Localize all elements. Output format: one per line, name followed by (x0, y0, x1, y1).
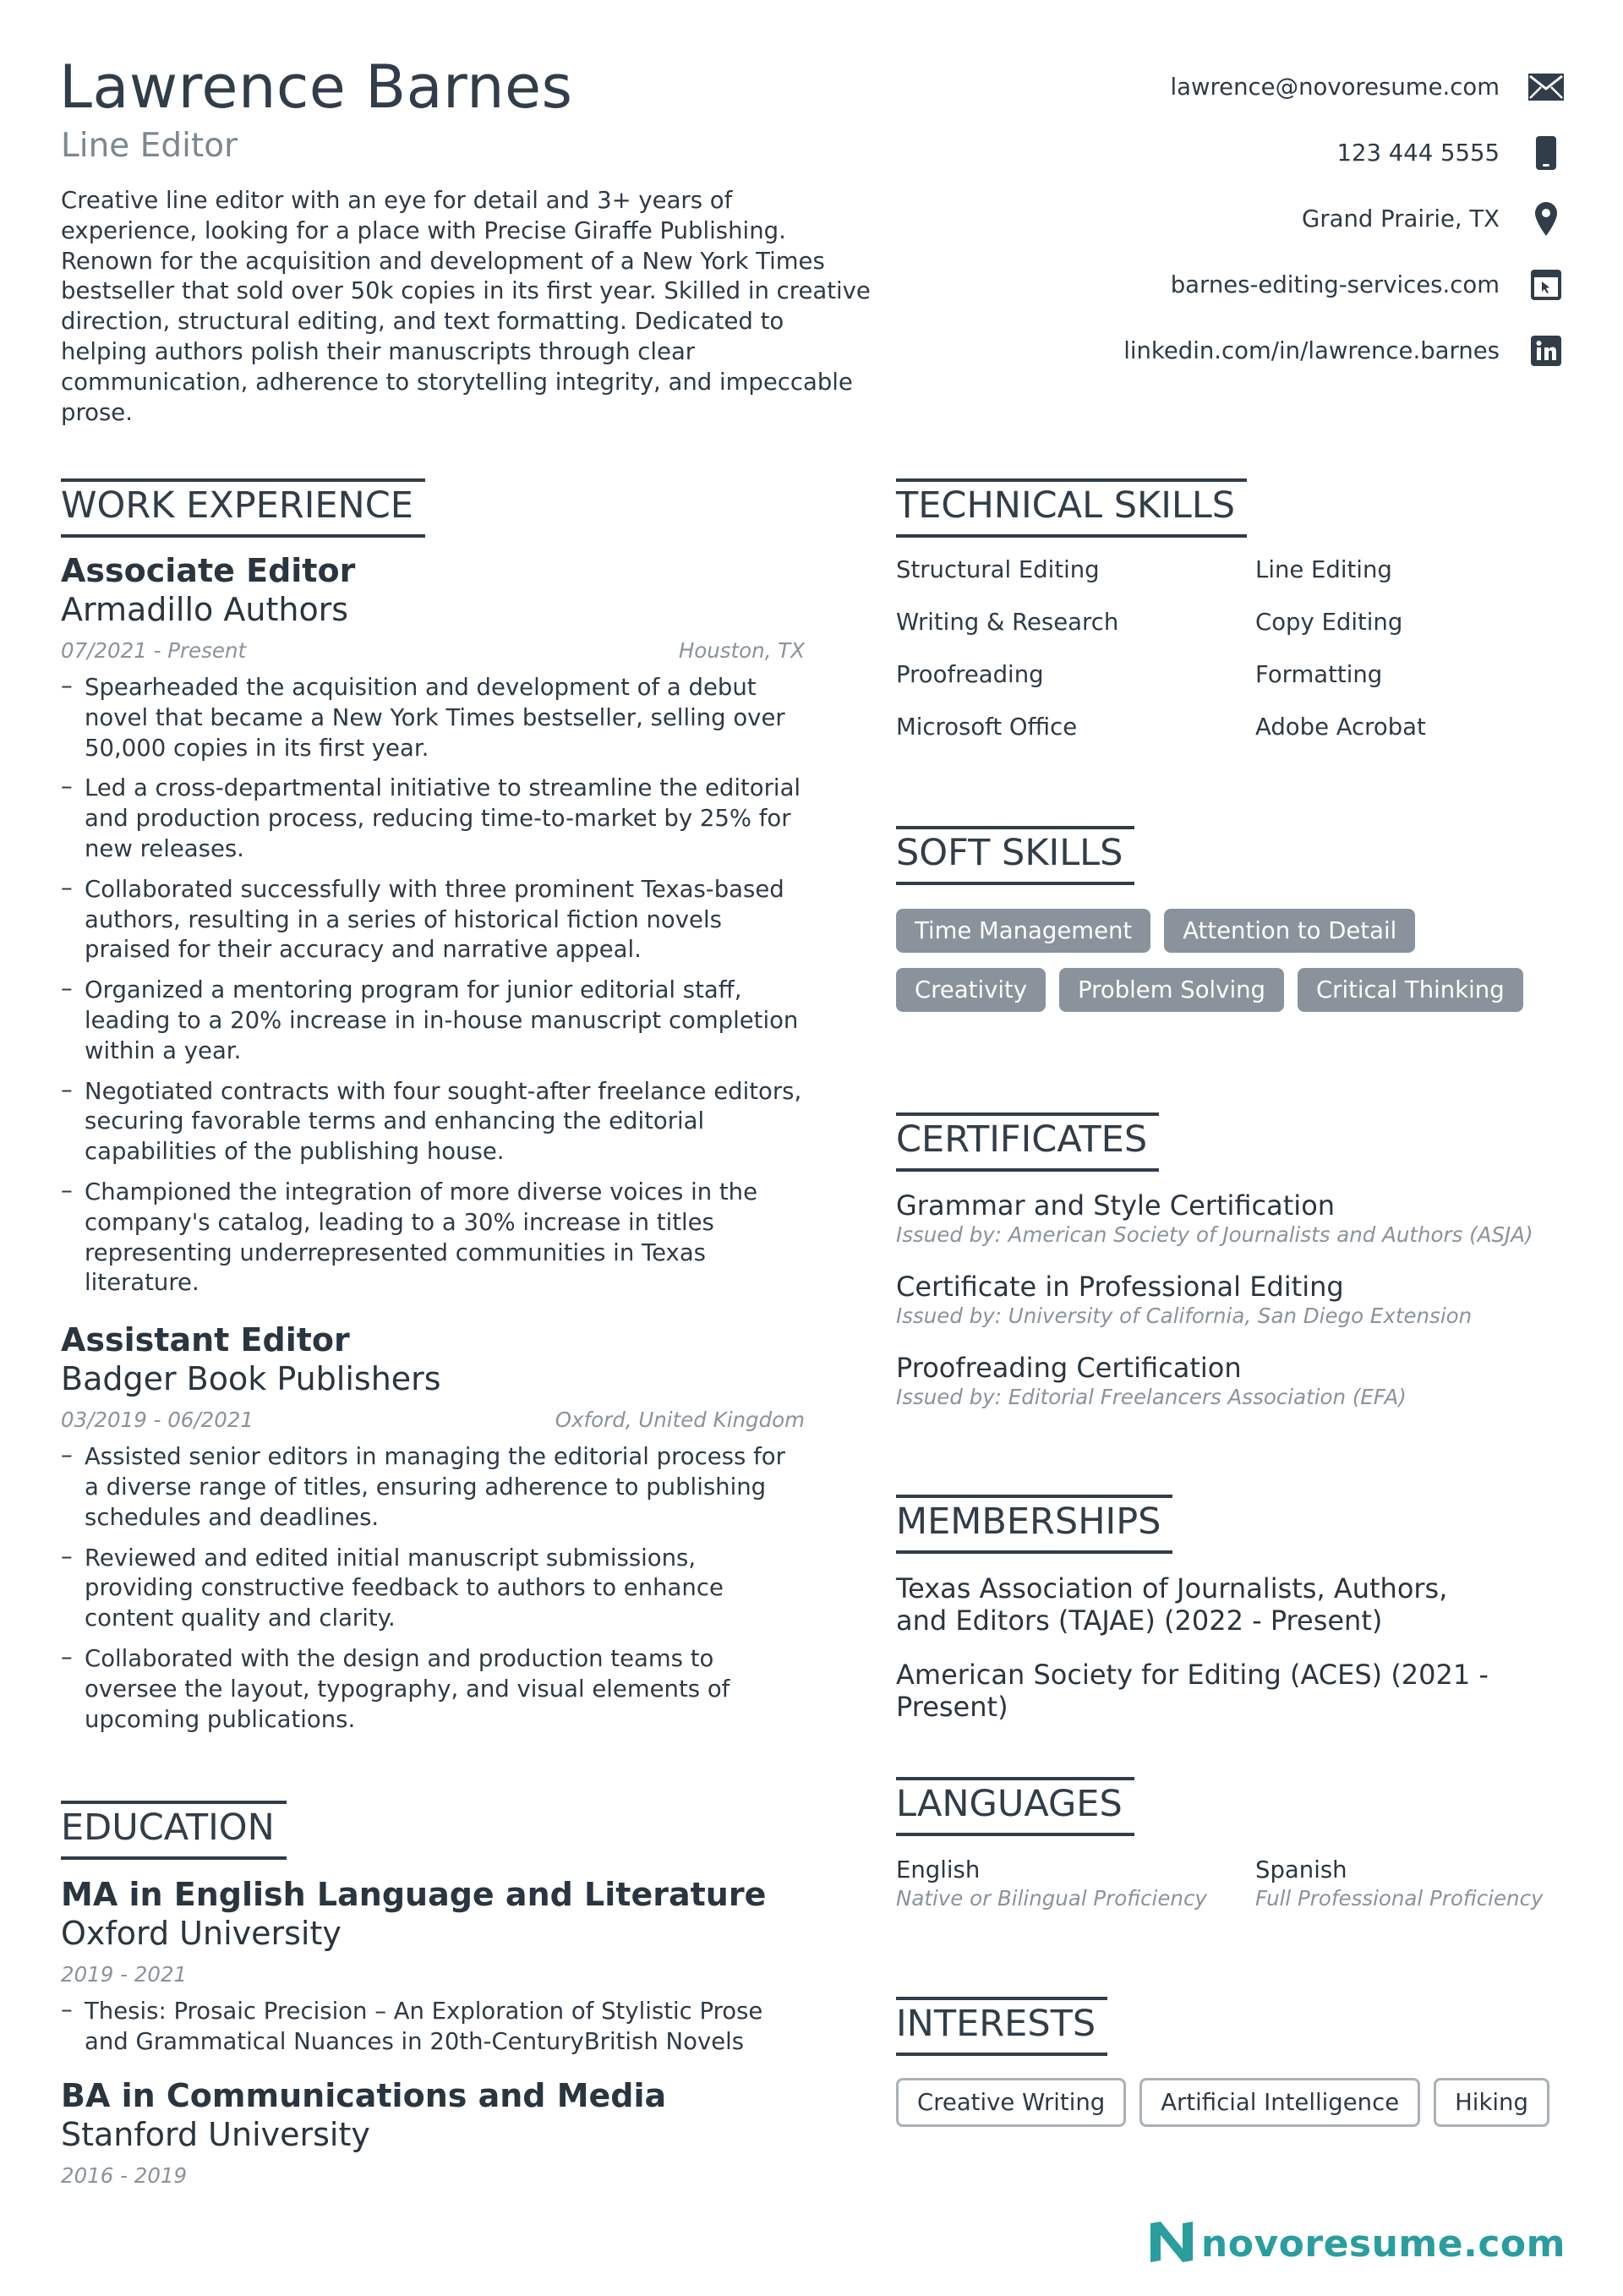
novoresume-logo[interactable] (1149, 2220, 1566, 2267)
certificate-name: Grammar and Style Certification (896, 1189, 1336, 1222)
contact-linkedin[interactable] (803, 318, 1564, 384)
job-meta (61, 1407, 805, 1434)
language-name: Spanish (1255, 1856, 1347, 1883)
technical-skill: Writing & Research (896, 609, 1119, 636)
job-location: Oxford, United Kingdom (555, 1408, 805, 1433)
education-dates: 2019 - 2021 (61, 1962, 188, 1987)
memberships-section (896, 1572, 1572, 1723)
technical-skill: Adobe Acrobat (1255, 713, 1426, 741)
membership-item: Texas Association of Journalists, Authors, and Editors (TAJAE) (2022 - Present) (896, 1572, 1448, 1637)
job-bullets (61, 1442, 805, 1735)
linkedin-icon (1528, 333, 1564, 369)
bullet-item: – Collaborated successfully with three prominent Texas-based authors, resulting in a series of historical fiction novels praised for their accuracy and narrative appeal. (61, 875, 805, 965)
interests-list (896, 2078, 1572, 2127)
section-title-certificates: CERTIFICATES (896, 1112, 1159, 1172)
candidate-name: Lawrence Barnes (59, 52, 573, 122)
contact-website-text: barnes-editing-services.com (1170, 271, 1500, 298)
language-level: Full Professional Proficiency (1255, 1886, 1544, 1911)
certificate-name: Proofreading Certification (896, 1352, 1242, 1384)
contact-phone-text: 123 444 5555 (1336, 139, 1500, 167)
job-location: Houston, TX (678, 638, 805, 663)
certificate-entry (896, 1270, 1572, 1329)
education-entry (61, 1875, 805, 2058)
technical-skill: Formatting (1255, 661, 1383, 688)
interest-tag: Artificial Intelligence (1139, 2078, 1420, 2127)
certificate-entry (896, 1351, 1572, 1410)
degree-title: BA in Communications and Media (61, 2076, 667, 2114)
education-meta (61, 2162, 805, 2189)
job-entry (61, 551, 805, 1298)
technical-skills-grid (896, 555, 1572, 742)
bullet-item: – Led a cross-departmental initiative to streamline the editorial and production process, reducing time-to-market by 25% for new releases. (61, 774, 805, 864)
soft-skill-tag: Critical Thinking (1298, 968, 1523, 1012)
contact-phone[interactable] (803, 120, 1564, 186)
novoresume-n-icon (1149, 2220, 1194, 2267)
language-level: Native or Bilingual Proficiency (896, 1886, 1207, 1911)
section-title-languages: LANGUAGES (896, 1777, 1134, 1836)
summary-text: Creative line editor with an eye for detail and 3+ years of experience, looking for a place with Precise Giraffe Publishing. Renown for the acquisition and development of a New York Times bestseller that sold over 50k copies in its first year. Skilled in creative direction, structural editing, and text formatting. Dedicated to helping authors polish their manuscripts through clear communication, adherence to storytelling integrity, and impeccable prose. (61, 187, 871, 426)
school-name: Stanford University (61, 2115, 370, 2153)
membership-item: American Society for Editing (ACES) (2021 - Present) (896, 1659, 1489, 1723)
job-meta (61, 637, 805, 664)
job-bullets (61, 673, 805, 1298)
contact-email-text: lawrence@novoresume.com (1170, 74, 1500, 101)
bullet-item: – Spearheaded the acquisition and development of a debut novel that became a New York Times bestseller, selling over 50,000 copies in its first year. (61, 673, 805, 763)
interests-section (896, 2078, 1572, 2127)
language-name: English (896, 1856, 981, 1883)
section-title-education: EDUCATION (61, 1801, 287, 1860)
interest-tag: Hiking (1434, 2078, 1549, 2127)
soft-skills-list (896, 909, 1572, 1012)
education-entry (61, 2076, 805, 2189)
job-entry (61, 1320, 805, 1735)
technical-skills-section (896, 555, 1572, 742)
languages-section (896, 1855, 1572, 1912)
bullet-item: – Collaborated with the design and production teams to oversee the layout, typography, and visual elements of upcoming publications. (61, 1644, 805, 1735)
contact-email[interactable] (803, 54, 1564, 120)
technical-skill: Structural Editing (896, 556, 1100, 583)
certificate-issuer: Issued by: Editorial Freelancers Association (EFA) (896, 1385, 1407, 1409)
contact-list (803, 54, 1564, 384)
soft-skill-tag: Creativity (896, 968, 1046, 1012)
languages-grid (896, 1855, 1572, 1912)
education-meta (61, 1961, 805, 1988)
bullet-item: – Assisted senior editors in managing the editorial process for a diverse range of titles, ensuring adherence to publishing schedules and deadlines. (61, 1442, 805, 1533)
section-title-soft-skills: SOFT SKILLS (896, 826, 1134, 885)
section-title-interests: INTERESTS (896, 1997, 1107, 2056)
certificate-issuer: Issued by: University of California, San Diego Extension (896, 1304, 1473, 1328)
work-experience-section (61, 551, 805, 1745)
bullet-item: – Negotiated contracts with four sought-after freelance editors, securing favorable terms and enhancing the editorial capabilities of the publishing house. (61, 1077, 805, 1167)
technical-skill: Line Editing (1255, 556, 1392, 583)
website-icon (1528, 267, 1564, 303)
section-title-work: WORK EXPERIENCE (61, 478, 425, 538)
job-title: Associate Editor (61, 552, 356, 589)
job-company: Badger Book Publishers (61, 1360, 441, 1398)
envelope-icon (1528, 69, 1564, 105)
school-name: Oxford University (61, 1915, 342, 1952)
soft-skill-tag: Attention to Detail (1164, 909, 1415, 953)
job-dates: 07/2021 - Present (61, 638, 247, 663)
language-entry (896, 1855, 1255, 1912)
certificates-section (896, 1189, 1572, 1410)
education-dates: 2016 - 2019 (61, 2162, 188, 2188)
education-section (61, 1875, 805, 2189)
technical-skill: Proofreading (896, 661, 1044, 688)
bullet-item: – Thesis: Prosaic Precision – An Exploration of Stylistic Prose and Grammatical Nuances in 20th-CenturyBritish Novels (61, 1997, 805, 2058)
bullet-item: – Reviewed and edited initial manuscript submissions, providing constructive feedback to authors to enhance content quality and clarity. (61, 1544, 805, 1634)
contact-linkedin-text: linkedin.com/in/lawrence.barnes (1123, 337, 1500, 364)
job-dates: 03/2019 - 06/2021 (61, 1408, 254, 1433)
soft-skill-tag: Time Management (896, 909, 1150, 953)
bullet-item: – Championed the integration of more diverse voices in the company's catalog, leading to a 30% increase in titles representing underrepresented communities in Texas literature. (61, 1178, 805, 1298)
soft-skill-tag: Problem Solving (1059, 968, 1284, 1012)
technical-skill: Microsoft Office (896, 713, 1078, 741)
education-bullets (61, 1997, 805, 2058)
language-entry (1255, 1855, 1572, 1912)
job-company: Armadillo Authors (61, 591, 349, 628)
technical-skill: Copy Editing (1255, 609, 1403, 636)
job-title: Assistant Editor (61, 1321, 350, 1359)
candidate-role: Line Editor (61, 127, 238, 165)
contact-website[interactable] (803, 252, 1564, 318)
certificate-entry (896, 1189, 1572, 1248)
interest-tag: Creative Writing (896, 2078, 1126, 2127)
contact-location (803, 186, 1564, 252)
certificate-name: Certificate in Professional Editing (896, 1271, 1344, 1303)
phone-icon (1528, 135, 1564, 171)
section-title-technical-skills: TECHNICAL SKILLS (896, 478, 1247, 538)
logo-text: novoresume.com (1200, 2222, 1566, 2266)
section-title-memberships: MEMBERSHIPS (896, 1495, 1172, 1554)
degree-title: MA in English Language and Literature (61, 1876, 767, 1913)
contact-location-text: Grand Prairie, TX (1302, 205, 1500, 232)
location-pin-icon (1528, 201, 1564, 237)
certificate-issuer: Issued by: American Society of Journalists and Authors (ASJA) (896, 1222, 1533, 1247)
bullet-item: – Organized a mentoring program for junior editorial staff, leading to a 20% increase in in-house manuscript completion within a year. (61, 976, 805, 1066)
soft-skills-section (896, 909, 1572, 1012)
